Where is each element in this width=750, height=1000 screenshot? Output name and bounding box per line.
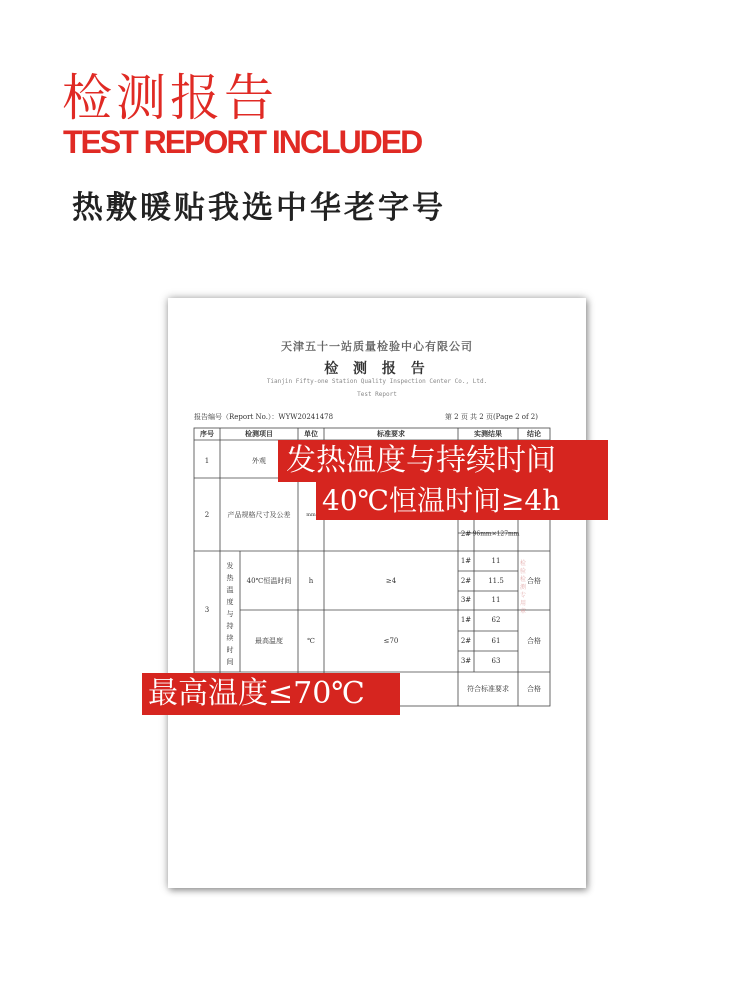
row3b-value2: 61 [491,637,501,645]
page-title: 检测报告 [62,69,278,127]
page-subtitle: 热敷暖贴我选中华老字号 [72,190,446,226]
row3b-sample1: 1# [460,616,472,624]
report-number: 报告编号（Report No.）：WYW20241478 [194,413,334,421]
row3a-conclusion: 合格 [527,577,541,585]
row2-no: 2 [204,511,210,519]
col-header-item: 检测项目 [245,429,273,438]
report-title: 检 测 报 告 [324,361,430,377]
row3b-sample2: 2# [460,637,472,645]
col-header-requirement: 标准要求 [377,429,405,438]
row1-no: 1 [204,457,210,465]
row3a-value1: 11 [491,557,501,565]
row3-no: 3 [204,606,210,614]
row3b-item: 最高温度 [255,637,283,645]
row4-conclusion: 合格 [527,685,541,693]
row2-item: 产品规格尺寸及公差 [227,511,291,519]
row3a-sample1: 1# [460,557,472,565]
row3b-sample3: 3# [460,657,472,665]
inspection-stamp: 检验检测专用章 [520,560,527,615]
page-title-english: TEST REPORT INCLUDED [63,124,422,160]
row3b-conclusion: 合格 [527,637,541,645]
row3b-requirement: ≤70 [383,637,399,645]
row4-result: 符合标准要求 [467,685,509,693]
test-report-document [168,298,586,888]
row2-value: 96mm×127mm [472,530,520,538]
row3a-unit: h [308,577,314,585]
report-organization: 天津五十一站质量检验中心有限公司 [281,340,473,353]
row3b-value1: 62 [491,616,501,624]
page-number: 第 2 页 共 2 页(Page 2 of 2) [444,413,538,421]
callout-heating-duration: 发热温度与持续时间 [278,440,608,482]
row1-item: 外观 [252,457,266,465]
row3-group-label: 发热温度与持续时间 [226,562,234,666]
row3b-unit: ℃ [307,637,315,645]
col-header-no: 序号 [200,429,214,438]
report-org-english: Tianjin Fifty-one Station Quality Inspection Center Co., Ltd. [266,378,488,385]
row3a-requirement: ≥4 [385,577,397,585]
col-header-unit: 单位 [304,429,318,438]
row3a-sample2: 2# [460,577,472,585]
row3a-value3: 11 [491,596,501,604]
callout-max-temperature: 最高温度≤70℃ [142,673,400,715]
row2-unit: mm [306,512,316,518]
row3b-value3: 63 [491,657,501,665]
col-header-result: 实测结果 [474,429,502,438]
row3a-sample3: 3# [460,596,472,604]
row3a-item: 40℃恒温时间 [246,577,292,585]
col-header-conclusion: 结论 [527,429,541,438]
callout-constant-temperature: 40℃恒温时间≥4h [316,482,608,520]
row2-sample: 2# [460,530,472,538]
report-title-english: Test Report [357,391,397,398]
row3a-value2: 11.5 [488,577,504,585]
